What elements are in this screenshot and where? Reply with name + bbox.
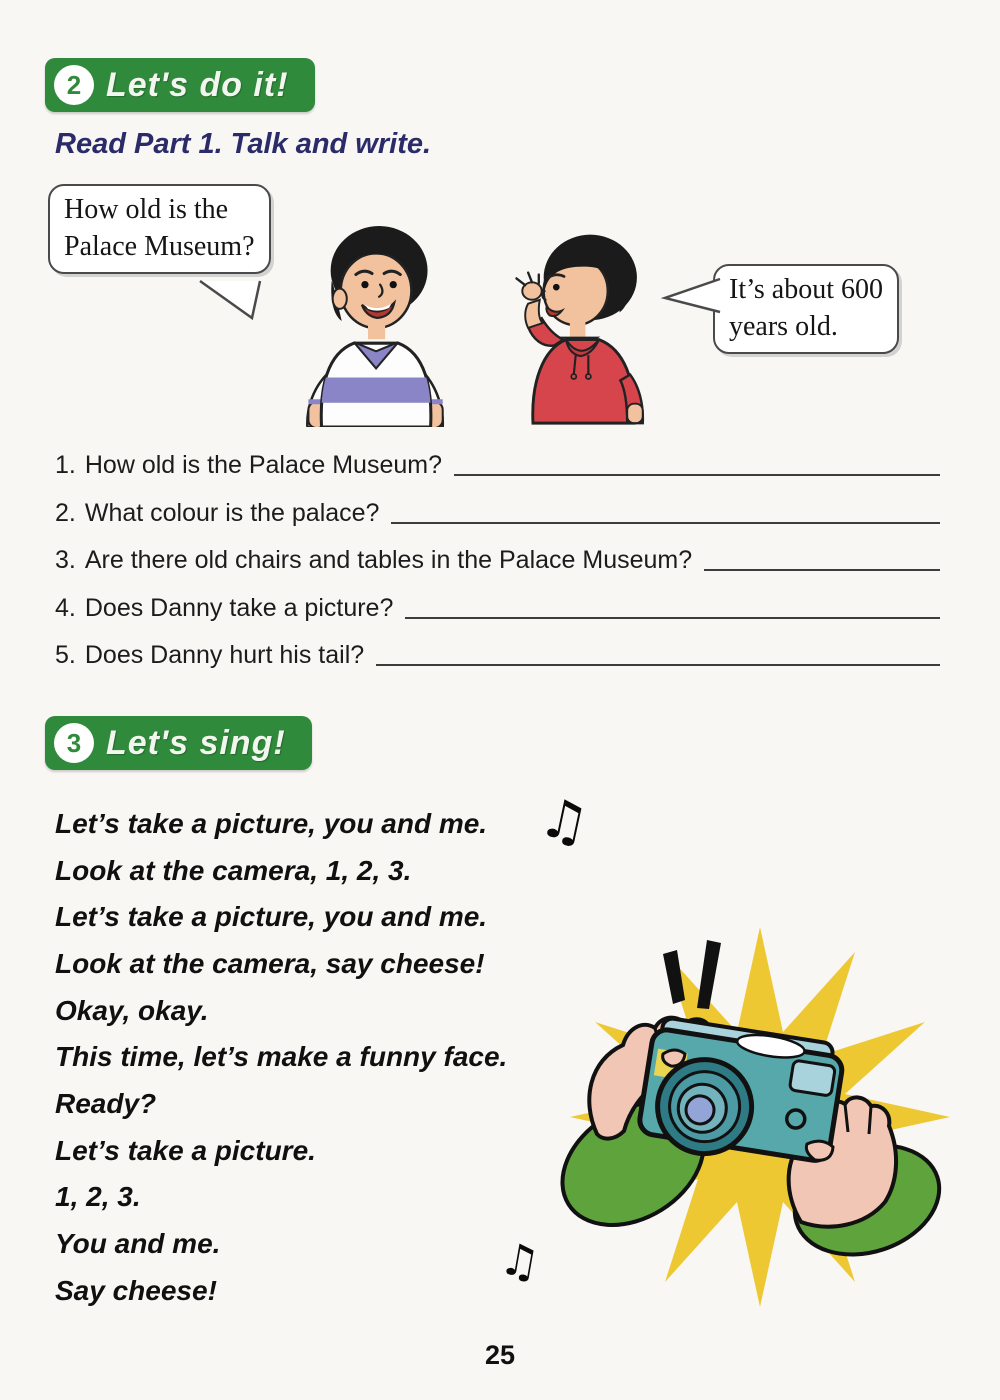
lyric-line-5: Okay, okay. <box>55 995 209 1026</box>
answer-blank-1[interactable] <box>454 474 940 476</box>
music-note-icon: ♫ <box>495 1232 544 1291</box>
section-number-badge: 2 <box>54 65 94 105</box>
question-number: 3. <box>55 546 76 574</box>
camera-hands-illustration <box>545 912 965 1320</box>
speech-bubble-left-line1: How old is the <box>64 194 229 225</box>
answer-blank-3[interactable] <box>704 569 940 571</box>
question-row-2 <box>55 492 940 528</box>
speech-bubble-right-line1: It’s about 600 <box>729 274 883 305</box>
boy-red-hoodie-illustration <box>498 226 668 426</box>
boy-striped-shirt-illustration <box>283 220 455 427</box>
lyric-line-9: 1, 2, 3. <box>55 1181 141 1212</box>
music-note-icon: ♫ <box>534 784 595 857</box>
lyric-line-8: Let’s take a picture. <box>55 1135 316 1166</box>
instruction-text: Read Part 1. Talk and write. <box>55 128 432 160</box>
lyric-line-6: This time, let’s make a funny face. <box>55 1041 508 1072</box>
question-row-4 <box>55 587 940 623</box>
question-row-5 <box>55 634 940 670</box>
lets-sing-banner <box>45 716 312 770</box>
finger-overlay <box>806 1141 833 1160</box>
question-number: 4. <box>55 594 76 622</box>
question-text: What colour is the palace? <box>84 499 380 527</box>
question-text: Does Danny hurt his tail? <box>84 641 365 669</box>
speech-bubble-left-tail <box>196 278 268 324</box>
question-number: 2. <box>55 499 76 527</box>
speech-bubble-right <box>713 264 899 354</box>
answer-blank-2[interactable] <box>391 522 940 524</box>
lyric-line-7: Ready? <box>55 1088 157 1119</box>
question-text: How old is the Palace Museum? <box>84 451 442 479</box>
finger-overlay <box>663 1050 685 1066</box>
question-row-3 <box>55 539 940 575</box>
answer-blank-4[interactable] <box>405 617 940 619</box>
question-text: Does Danny take a picture? <box>84 594 394 622</box>
speech-bubble-right-line2: years old. <box>729 310 838 342</box>
answer-blank-5[interactable] <box>376 664 940 666</box>
flash-mark <box>697 940 721 1009</box>
lyric-line-3: Let’s take a picture, you and me. <box>55 901 488 932</box>
question-text: Are there old chairs and tables in the Palace Museum? <box>84 546 693 574</box>
page-number: 25 <box>484 1340 516 1370</box>
section-title: Let's do it! <box>106 65 289 104</box>
lyric-line-4: Look at the camera, say cheese! <box>55 948 485 979</box>
question-number: 5. <box>55 641 76 669</box>
lyric-line-10: You and me. <box>55 1228 221 1259</box>
question-row-1 <box>55 444 940 480</box>
section-title: Let's sing! <box>106 723 286 762</box>
lets-do-it-banner <box>45 58 315 112</box>
speech-bubble-left-line2: Palace Museum? <box>64 230 255 262</box>
lyric-line-1: Let’s take a picture, you and me. <box>55 808 488 839</box>
speech-bubble-left <box>48 184 271 274</box>
lyric-line-11: Say cheese! <box>55 1275 217 1306</box>
question-number: 1. <box>55 451 76 479</box>
lyric-line-2: Look at the camera, 1, 2, 3. <box>55 855 412 886</box>
speech-bubble-right-tail <box>660 276 722 318</box>
section-number-badge: 3 <box>54 723 94 763</box>
